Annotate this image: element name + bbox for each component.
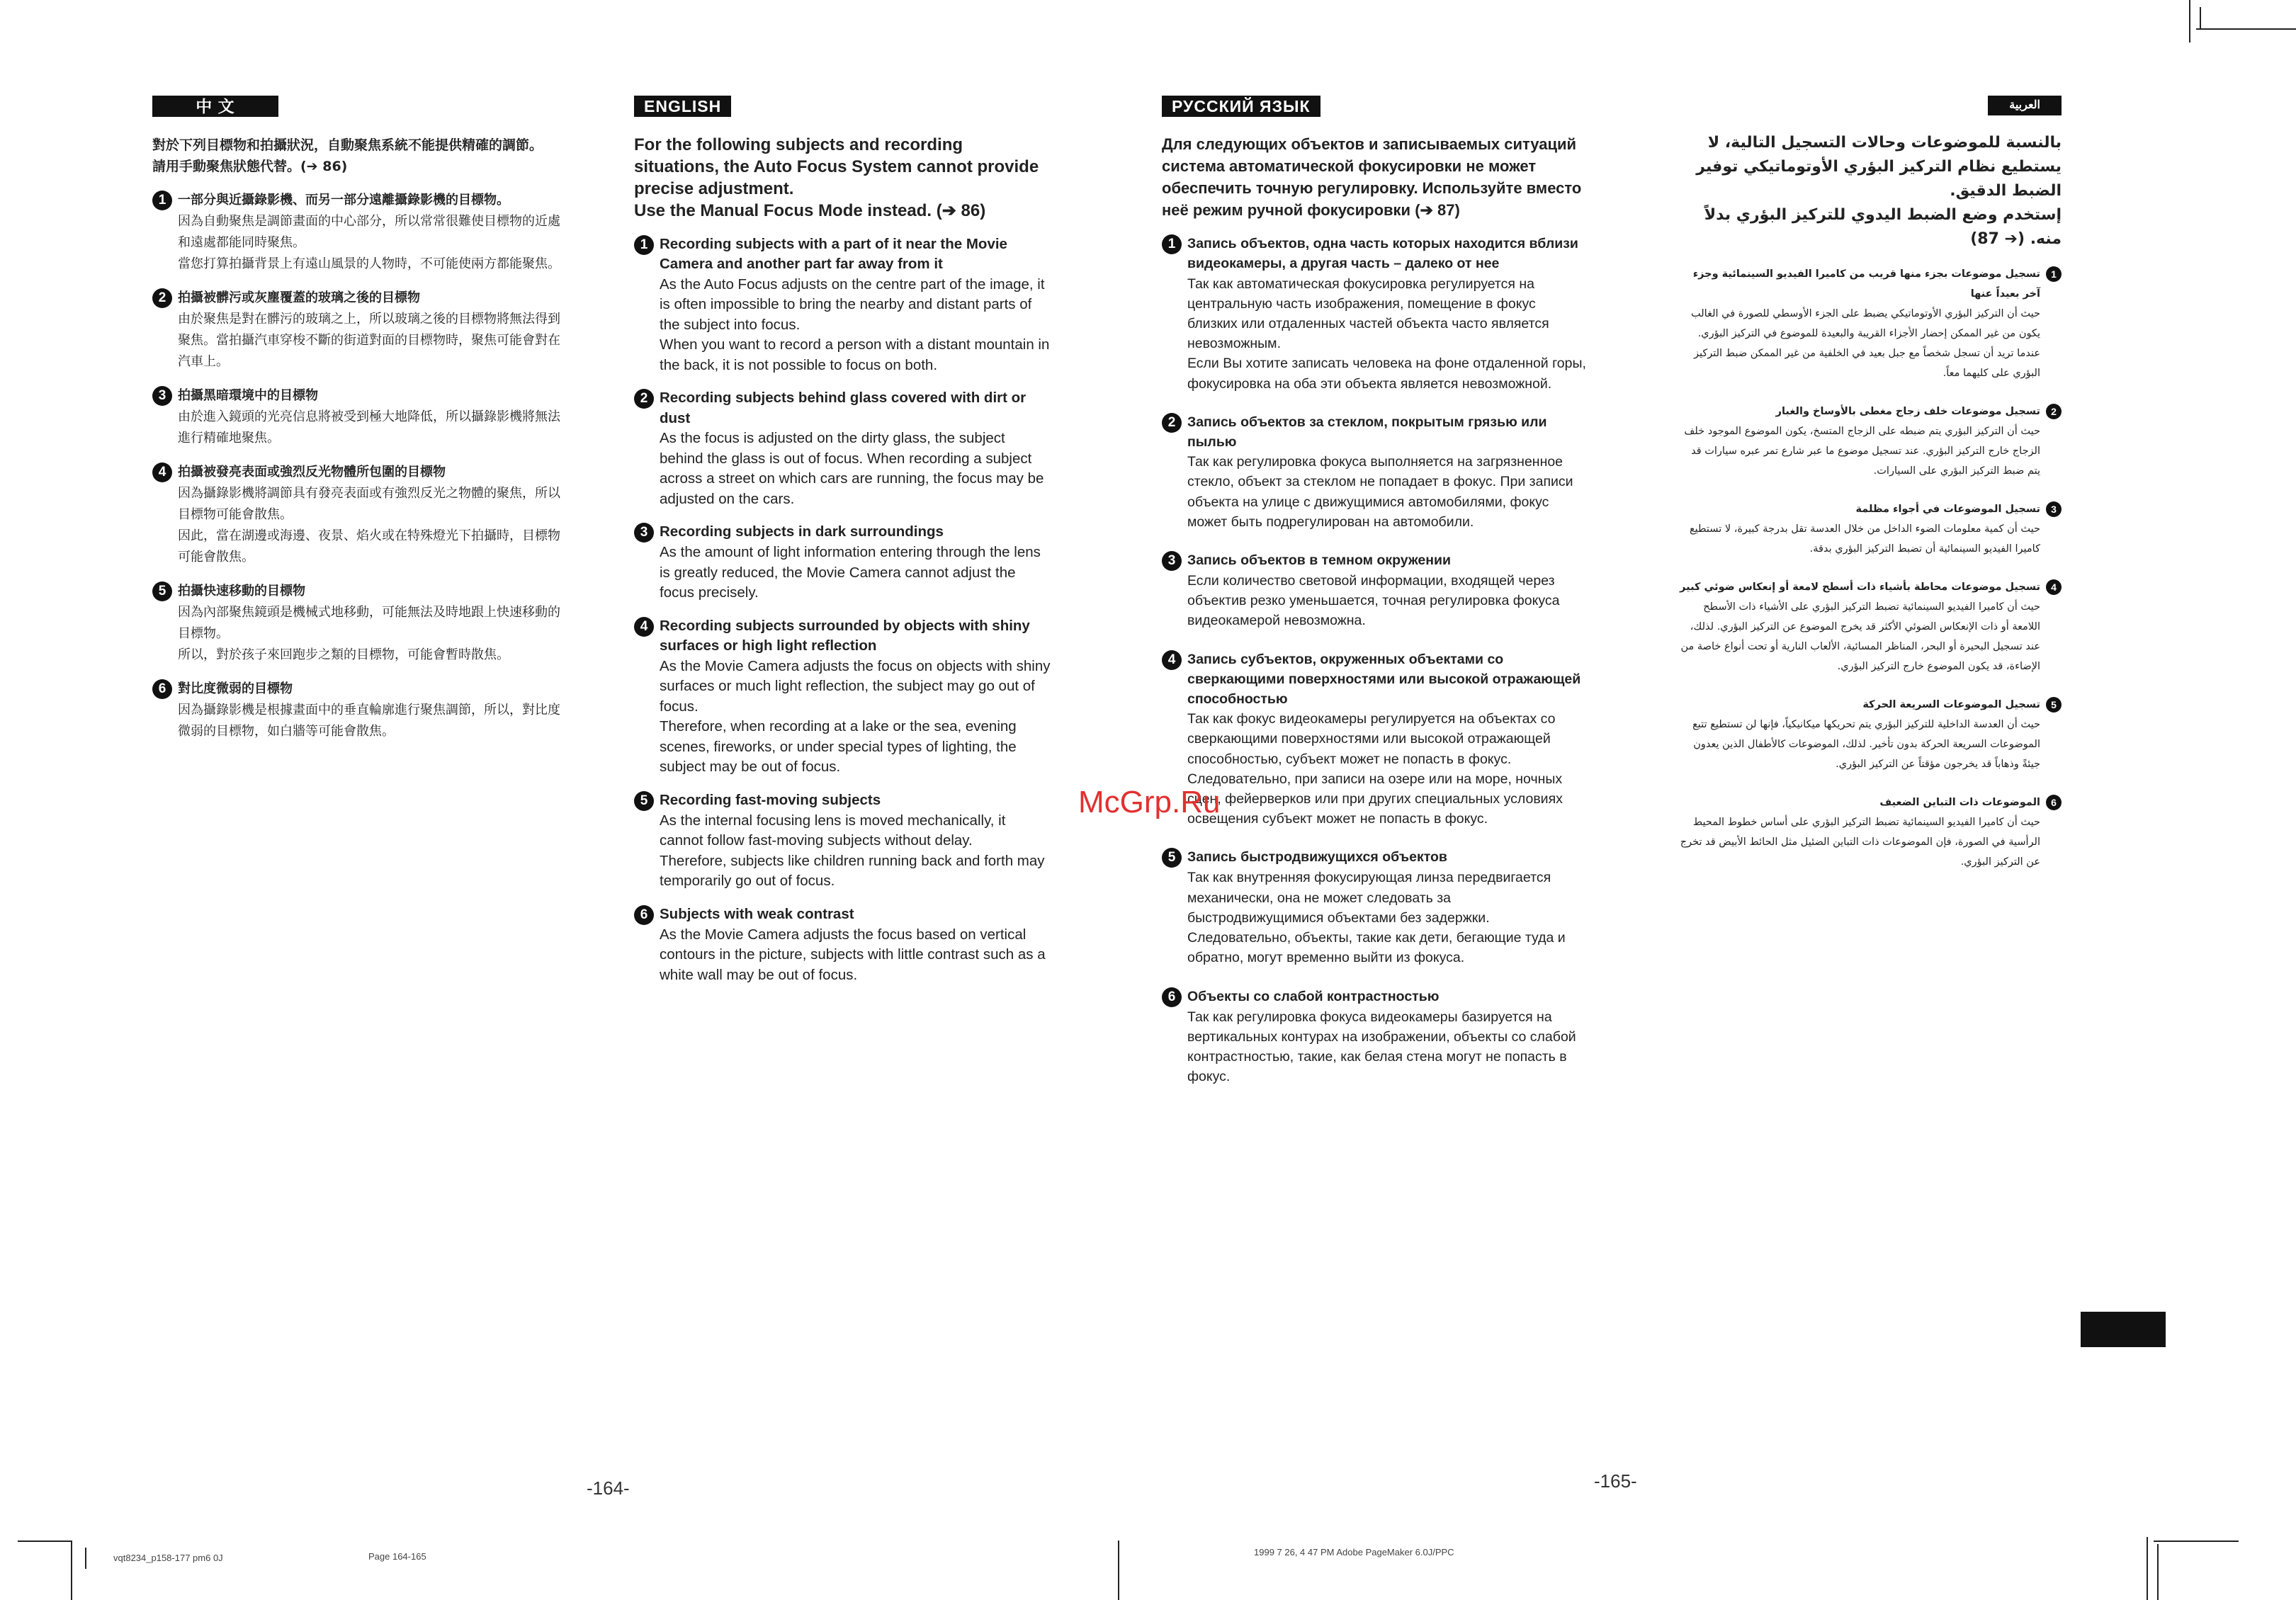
english-item-6 xyxy=(634,904,1052,986)
arabic-item-5 xyxy=(1679,695,2062,774)
item-body: حيث أن كاميرا الفيديو السينمائية تضبط التركيز البؤري على الأشياء ذات الأسطح اللامعة أو ذات الإنعكاس الضوئي الأكثر قد يخرج الموضوع عن التركيز البؤري. لذلك، عند تسجيل البحيرة أو البحر، المناظر المسائية، الألعاب النارية أو تحت أنواع خاصة من الإضاءة، قد يكون الموضوع خارج التركيز البؤري. xyxy=(1680,601,2040,672)
footer-page: Page 164-165 xyxy=(368,1551,426,1562)
item-number-icon: 4 xyxy=(634,617,654,637)
item-number-icon: 5 xyxy=(1162,848,1182,868)
arabic-section xyxy=(1679,96,2062,890)
arabic-badge: العربية xyxy=(1988,96,2062,115)
item-body: 因為攝錄影機是根據畫面中的垂直輪廓進行聚焦調節，所以，對比度微弱的目標物，如白牆等可能會散焦。 xyxy=(178,703,560,739)
chinese-item-2 xyxy=(152,288,570,373)
chinese-items xyxy=(152,190,570,742)
item-body: Так как внутренняя фокусирующая линза передвигается механически, она не может следовать за быстродвижущимися объектами без задержки. Следовательно, объекты, такие как дети, бегающие туда и обратно, могут временно выйти из фокуса. xyxy=(1187,870,1566,966)
item-title: تسجيل موضوعات خلف زجاج مغطى بالأوساخ والغبار xyxy=(1775,406,2040,417)
item-body: Так как регулировка фокуса видеокамеры базируется на вертикальных контурах на изображении, объекты со слабой контрастностью, такие, как белая стена могут не попасть в фокус. xyxy=(1187,1009,1576,1085)
item-body: Так как регулировка фокуса выполняется на загрязненное стекло, объект за стеклом не попадает в фокус. При записи объекта на улице с движущимися автомобилями, фокус может быть подрегулирован на автомобили. xyxy=(1187,454,1573,530)
item-body: 由於進入鏡頭的光亮信息將被受到極大地降低，所以攝錄影機將無法進行精確地聚焦。 xyxy=(178,409,560,446)
crop-mark xyxy=(18,1541,71,1542)
english-intro: For the following subjects and recording situations, the Auto Focus System cannot provide precise adjustment. Use the Manual Focus Mode instead. (➔ 86) xyxy=(634,135,1039,220)
item-number-icon: 5 xyxy=(2046,697,2062,713)
item-body: Если количество световой информации, входящей через объектив резко уменьшается, точная регулировка фокуса видеокамерой невозможна. xyxy=(1187,573,1560,629)
item-title: 拍攝被髒污或灰塵覆蓋的玻璃之後的目標物 xyxy=(178,290,420,305)
item-body: As the Auto Focus adjusts on the centre part of the image, it is often impossible to bring the nearby and distant parts of the subject into focus. When you want to record a person with a distant mountain in the back, it is not possible to focus on both. xyxy=(660,276,1050,373)
item-body: As the Movie Camera adjusts the focus based on vertical contours in the picture, subjects with little contrast such as a white wall may be out of focus. xyxy=(660,926,1046,983)
russian-badge: РУССКИЙ ЯЗЫК xyxy=(1162,96,1321,117)
english-badge: ENGLISH xyxy=(634,96,731,117)
item-body: 因為內部聚焦鏡頭是機械式地移動，可能無法及時地跟上快速移動的目標物。 所以，對於孩子來回跑步之類的目標物，可能會暫時散焦。 xyxy=(178,605,560,662)
item-number-icon: 2 xyxy=(2046,404,2062,419)
item-title: 拍攝被發亮表面或強烈反光物體所包圍的目標物 xyxy=(178,465,446,480)
item-title: Запись быстродвижущихся объектов xyxy=(1187,849,1447,866)
english-section xyxy=(634,96,1052,998)
item-title: Recording subjects surrounded by objects with shiny surfaces or high light reflection xyxy=(660,617,1030,654)
item-body: Так как автоматическая фокусировка регулируется на центральную часть изображения, помещение в фокус близких или отдаленных частей объекта часто является невозможным. Если Вы хотите записать человека на фоне отдаленной горы, фокусировка на оба эти объекта является невозможной. xyxy=(1187,276,1586,392)
chinese-item-6 xyxy=(152,679,570,742)
crop-mark xyxy=(2189,0,2190,42)
item-number-icon: 2 xyxy=(634,389,654,409)
chinese-badge: 中 文 xyxy=(152,96,278,117)
item-body: حيث أن التركيز البؤري يتم ضبطه على الزجاج المتسخ، يكون الموضوع الموجود خلف الزجاج خارج التركيز البؤري. عند تسجيل موضوع ما عبر شارع تمر عبره سيارات قد يتم ضبط التركيز البؤري على السيارات. xyxy=(1684,426,2040,477)
item-title: Запись объектов в темном окружении xyxy=(1187,552,1452,569)
page-number-left: -164- xyxy=(587,1477,630,1499)
watermark: McGrp.Ru xyxy=(1078,785,1221,819)
arabic-item-1 xyxy=(1679,264,2062,383)
chinese-item-1 xyxy=(152,190,570,275)
item-number-icon: 3 xyxy=(2046,501,2062,517)
item-title: Запись объектов за стеклом, покрытым грязью или пылью xyxy=(1187,414,1547,450)
english-item-5 xyxy=(634,790,1052,892)
crop-mark xyxy=(2200,7,2201,28)
item-body: 因為攝錄影機將調節具有發亮表面或有強烈反光之物體的聚焦，所以目標物可能會散焦。 因此，當在湖邊或海邊、夜景、焰火或在特殊燈光下拍攝時，目標物可能會散焦。 xyxy=(178,486,560,564)
item-number-icon: 3 xyxy=(152,386,172,406)
chinese-item-4 xyxy=(152,462,570,568)
russian-intro: Для следующих объектов и записываемых ситуаций система автоматической фокусировки не может обеспечить точную регулировку. Используйте вместо неё режим ручной фокусировки (➔ 87) xyxy=(1162,135,1582,220)
russian-item-1 xyxy=(1162,234,1587,394)
russian-item-5 xyxy=(1162,847,1587,968)
item-number-icon: 6 xyxy=(1162,987,1182,1007)
item-body: حيث أن كاميرا الفيديو السينمائية تضبط التركيز البؤري على أساس خطوط المحيط الرأسية في الصورة، فإن الموضوعات ذات التباين الضئيل مثل الحائط الأبيض قد تخرج عن التركيز البؤري. xyxy=(1680,817,2040,868)
item-title: الموضوعات ذات التباين الضعيف xyxy=(1879,797,2040,808)
item-title: Запись субъектов, окруженных объектами со сверкающими поверхностями или высокой отражающей способностью xyxy=(1187,651,1581,708)
item-body: حيث أن العدسة الداخلية للتركيز البؤري يتم تحريكها ميكانيكياً، فإنها لن تستطيع تتبع الموضوعات السريعة الحركة بدون تأخير. لذلك، الموضوعات كالأطفال الذين يعدون جيئةً وذهاباً قد يخرجون مؤقتاً عن التركيز البؤري. xyxy=(1692,719,2040,770)
item-title: Recording fast-moving subjects xyxy=(660,791,881,808)
russian-section xyxy=(1162,96,1587,1105)
item-title: Recording subjects in dark surroundings xyxy=(660,523,944,540)
russian-items xyxy=(1162,234,1587,1086)
item-number-icon: 5 xyxy=(634,791,654,811)
arabic-item-4 xyxy=(1679,577,2062,676)
english-item-2 xyxy=(634,388,1052,509)
item-body: As the focus is adjusted on the dirty glass, the subject behind the glass is out of focus. When recording a subject across a street on which cars are running, the focus may be adjusted on the cars. xyxy=(660,430,1044,507)
item-body: As the amount of light information entering through the lens is greatly reduced, the Movie Camera cannot adjust the focus precisely. xyxy=(660,544,1041,601)
crop-mark xyxy=(71,1541,72,1600)
footer-timestamp: 1999 7 26, 4 47 PM Adobe PageMaker 6.0J/PPC xyxy=(1254,1547,1454,1558)
item-title: تسجيل موضوعات محاطة بأشياء ذات أسطح لامعة أو إنعكاس ضوئي كبير xyxy=(1680,581,2040,593)
english-item-4 xyxy=(634,616,1052,778)
item-number-icon: 1 xyxy=(1162,234,1182,254)
item-body: 因為自動聚焦是調節畫面的中心部分，所以常常很難使目標物的近處和遠處都能同時聚焦。 當您打算拍攝背景上有遠山風景的人物時，不可能使兩方都能聚焦。 xyxy=(178,214,560,271)
russian-item-3 xyxy=(1162,550,1587,631)
arabic-item-3 xyxy=(1679,499,2062,559)
item-number-icon: 4 xyxy=(152,463,172,482)
item-body: 由於聚焦是對在髒污的玻璃之上，所以玻璃之後的目標物將無法得到聚焦。當拍攝汽車穿梭不斷的街道對面的目標物時，聚焦可能會對在汽車上。 xyxy=(178,312,560,369)
page-number-right: -165- xyxy=(1594,1470,1637,1492)
arabic-item-2 xyxy=(1679,402,2062,481)
item-number-icon: 2 xyxy=(152,288,172,308)
item-number-icon: 6 xyxy=(152,679,172,699)
crop-mark xyxy=(2154,1541,2239,1542)
arabic-item-6 xyxy=(1679,793,2062,872)
item-title: 拍攝黑暗環境中的目標物 xyxy=(178,388,318,403)
item-number-icon: 3 xyxy=(1162,551,1182,571)
item-title: Subjects with weak contrast xyxy=(660,905,854,922)
item-body: As the internal focusing lens is moved mechanically, it cannot follow fast-moving subjects without delay. Therefore, subjects like children running back and forth may temporarily go out of focus. xyxy=(660,812,1045,889)
crop-mark xyxy=(2147,1537,2148,1600)
item-number-icon: 5 xyxy=(152,581,172,601)
russian-item-4 xyxy=(1162,649,1587,829)
item-number-icon: 4 xyxy=(2046,579,2062,595)
item-body: Так как фокус видеокамеры регулируется на объектах со сверкающими поверхностями или высокой отражающей способностью, субъект может не попасть в фокус. Следовательно, при записи на озере или на море, ночных сцен, фейерверков или при других специальных условиях освещения субъект может не попасть в фокус. xyxy=(1187,711,1563,827)
russian-item-2 xyxy=(1162,412,1587,532)
item-title: تسجيل موضوعات بجزء منها قريب من كاميرا الفيديو السينمائية وجزء آخر بعيداً عنها xyxy=(1692,268,2040,300)
arabic-items xyxy=(1679,264,2062,872)
item-title: Recording subjects behind glass covered with dirt or dust xyxy=(660,390,1027,426)
crop-mark xyxy=(1118,1541,1119,1600)
item-body: As the Movie Camera adjusts the focus on objects with shiny surfaces or much light reflection, the subject may go out of focus. Therefore, when recording at a lake or the sea, evening scenes, fireworks, or under special types of lighting, the subject may be out of focus. xyxy=(660,657,1051,775)
item-number-icon: 4 xyxy=(1162,650,1182,670)
item-title: 拍攝快速移動的目標物 xyxy=(178,584,305,598)
footer-file: vqt8234_p158-177 pm6 0J xyxy=(113,1553,223,1563)
item-number-icon: 6 xyxy=(2046,795,2062,810)
item-title: Объекты со слабой контрастностью xyxy=(1187,988,1440,1004)
arabic-intro: بالنسبة للموضوعات وحالات التسجيل التالية، لا يستطيع نظام التركيز البؤري الأوتوماتيكي توفير الضبط الدقيق. إستخدم وضع الضبط اليدوي للتركيز البؤري بدلاً منه. (➔ 87) xyxy=(1696,134,2062,248)
chinese-item-5 xyxy=(152,581,570,666)
chinese-item-3 xyxy=(152,385,570,449)
item-number-icon: 1 xyxy=(152,191,172,210)
section-tab-marker xyxy=(2081,1312,2166,1347)
item-title: تسجيل الموضوعات في أجواء مظلمة xyxy=(1855,504,2040,515)
item-title: 對比度微弱的目標物 xyxy=(178,681,293,696)
item-body: حيث أن كمية معلومات الضوء الداخل من خلال العدسة تقل بدرجة كبيرة، لا تستطيع كاميرا الفيديو السينمائية أن تضبط التركيز البؤري بدقة. xyxy=(1689,523,2040,555)
item-number-icon: 1 xyxy=(2046,266,2062,282)
item-number-icon: 6 xyxy=(634,905,654,925)
item-number-icon: 2 xyxy=(1162,413,1182,433)
english-items xyxy=(634,234,1052,986)
english-item-1 xyxy=(634,234,1052,376)
chinese-intro: 對於下列目標物和拍攝狀況，自動聚焦系統不能提供精確的調節。 請用手動聚焦狀態代替。(➔ 86) xyxy=(152,137,543,174)
english-item-3 xyxy=(634,522,1052,603)
item-body: حيث أن التركيز البؤري الأوتوماتيكي يضبط على الجزء الأوسطي للصورة في الغالب يكون من غير الممكن إحضار الأجزاء القريبة والبعيدة للموضوع في التركيز البؤري. عندما تريد أن تسجل شخصاً مع جبل بعيد في الخلفية من غير الممكن ضبط التركيز البؤري على كليهما معاً. xyxy=(1691,308,2040,379)
russian-item-6 xyxy=(1162,987,1587,1087)
item-number-icon: 1 xyxy=(634,235,654,255)
item-title: Recording subjects with a part of it near the Movie Camera and another part far away from it xyxy=(660,235,1007,272)
crop-mark xyxy=(85,1548,86,1569)
item-number-icon: 3 xyxy=(634,523,654,543)
crop-mark xyxy=(2196,28,2296,30)
item-title: 一部分與近攝錄影機、而另一部分遠離攝錄影機的目標物。 xyxy=(178,193,509,208)
item-title: تسجيل الموضوعات السريعة الحركة xyxy=(1862,699,2040,710)
chinese-section xyxy=(152,96,570,755)
crop-mark xyxy=(2157,1544,2159,1600)
item-title: Запись объектов, одна часть которых находится вблизи видеокамеры, а другая часть – далеко от нее xyxy=(1187,236,1578,272)
